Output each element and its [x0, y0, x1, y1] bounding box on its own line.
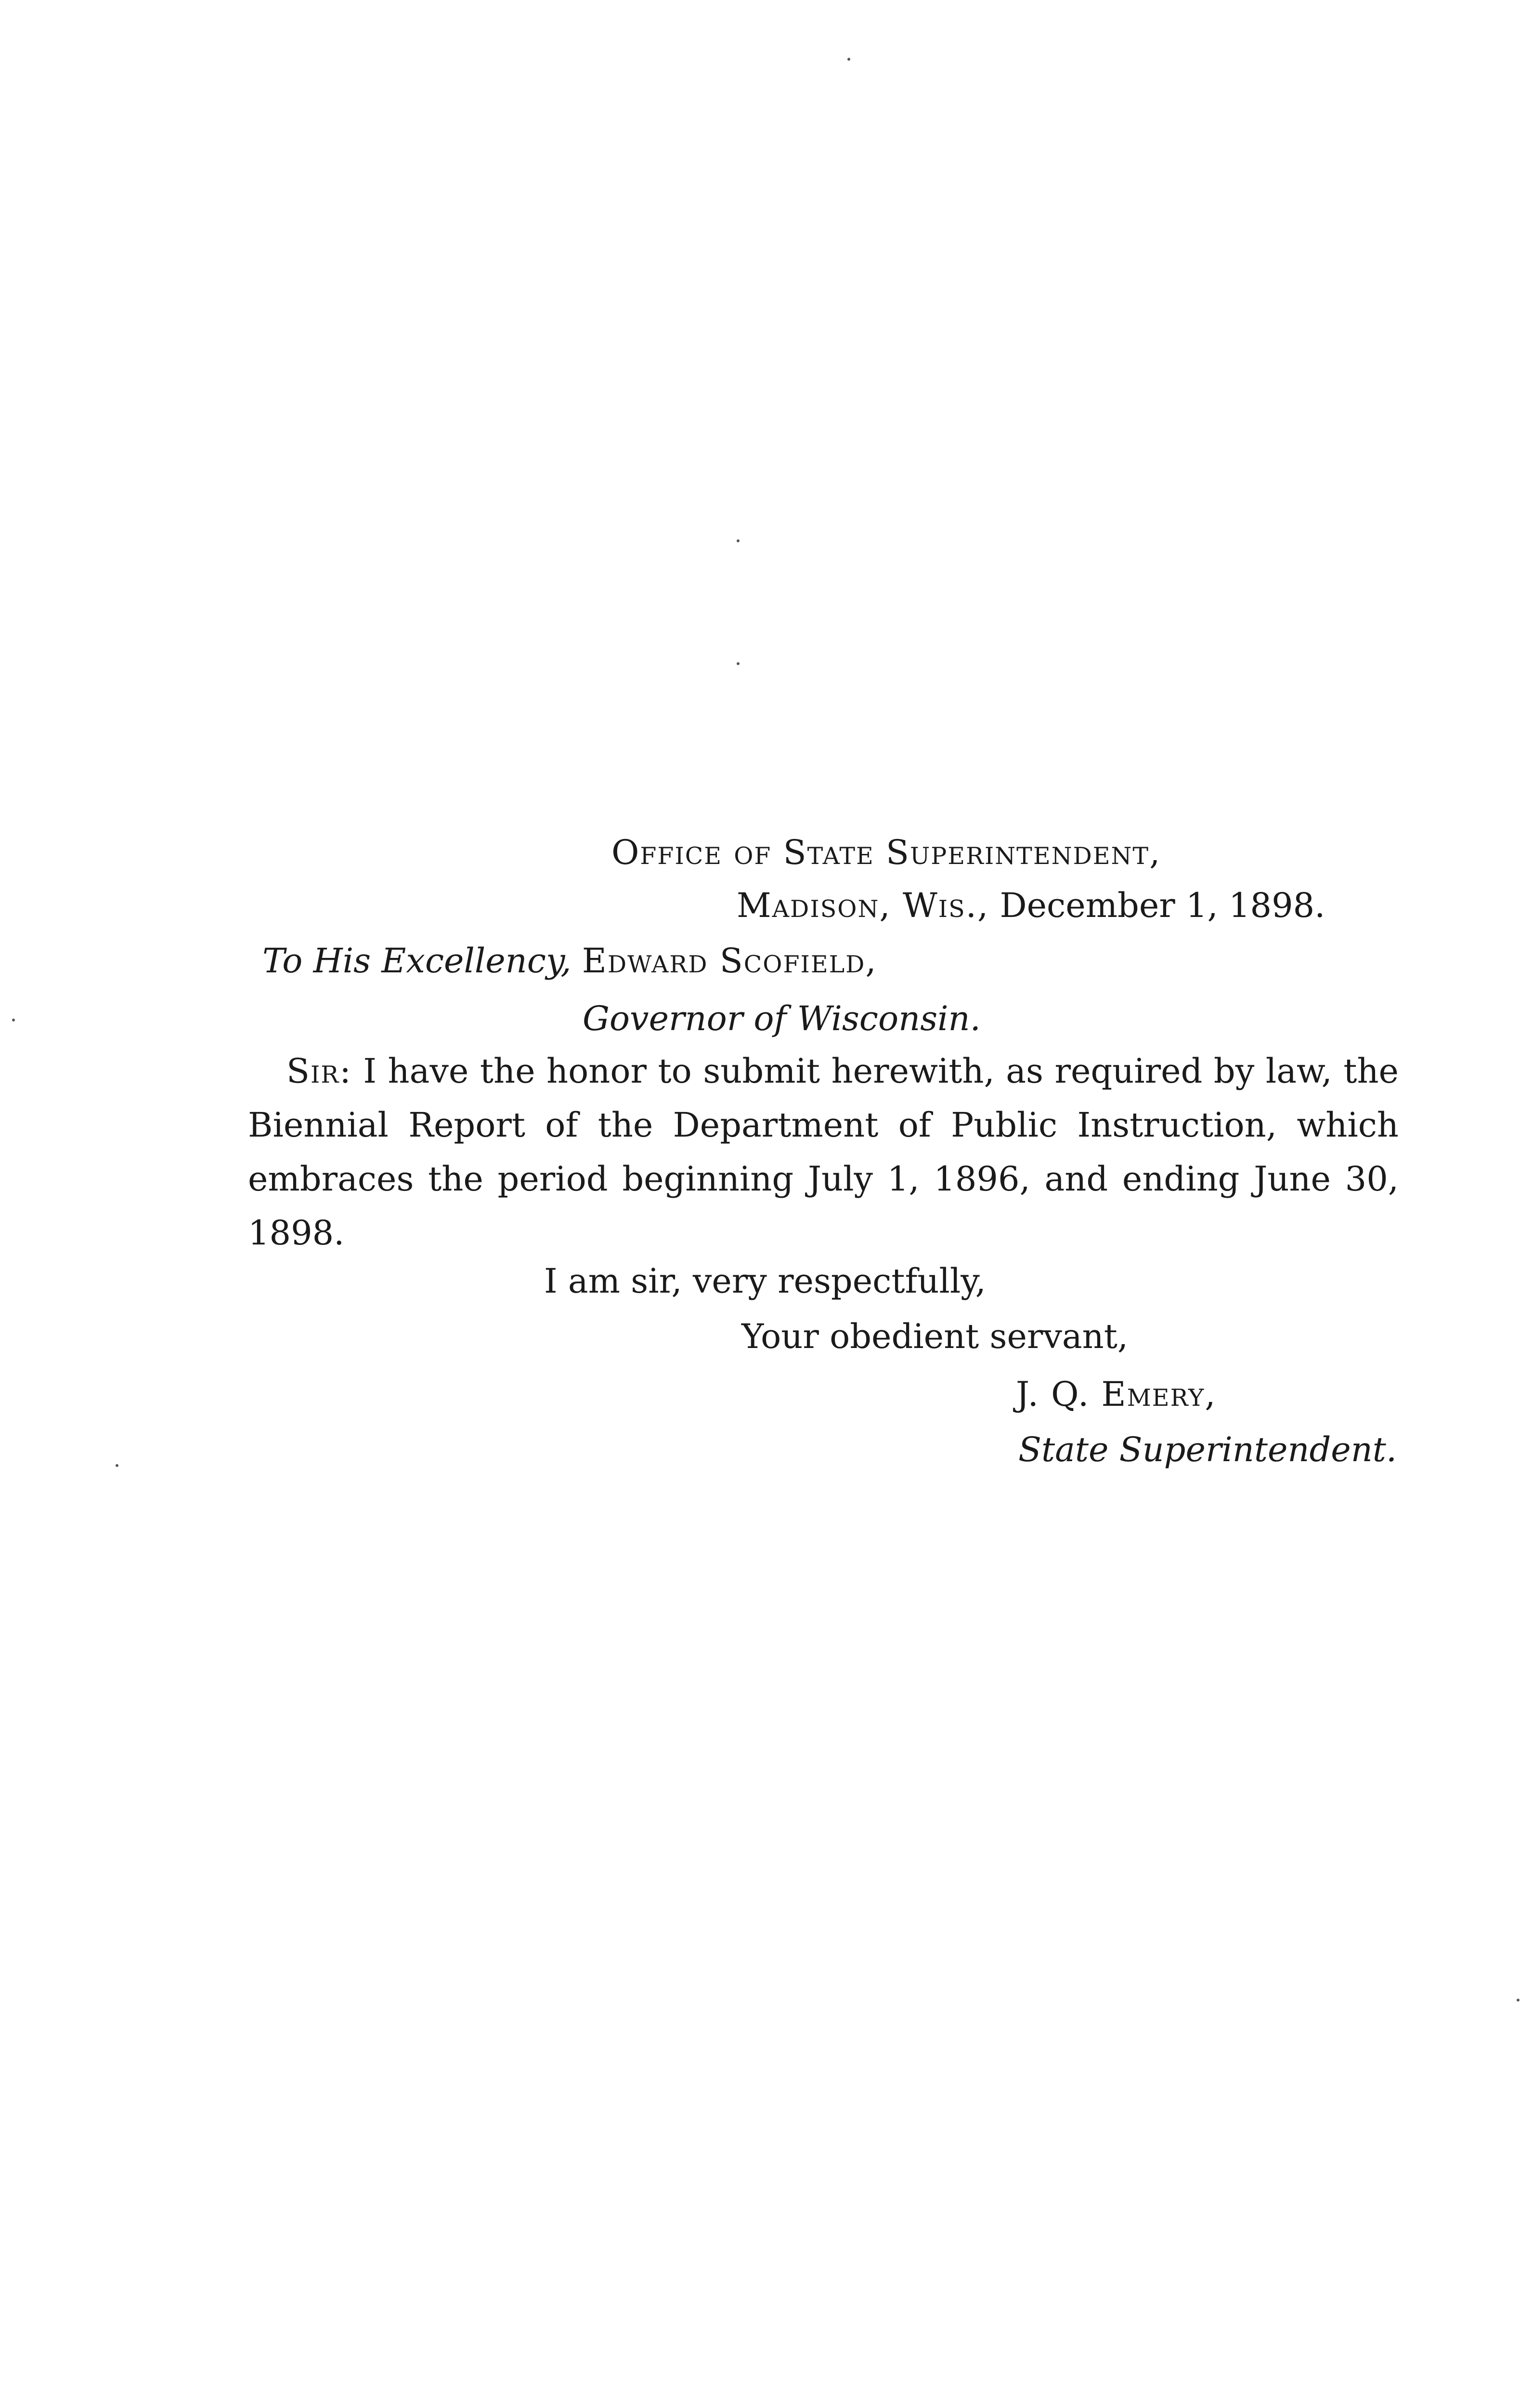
body-text: I have the honor to submit herewith, as required by law, the Biennial Report of the Department of Public Instruction, which embraces the period beginning July 1, 1896, and ending June 30, 1898.: [248, 1051, 1399, 1253]
closing-line-1: I am sir, very respectfully,: [544, 1261, 986, 1301]
body-lead: Sir:: [286, 1051, 352, 1091]
letter-date: December 1, 1898.: [1000, 886, 1325, 925]
office-heading: Office of State Superintendent,: [611, 833, 1161, 872]
letter-body: [248, 1044, 1399, 1260]
signature-name: J. Q. Emery,: [1016, 1374, 1217, 1414]
salutation-prefix: To His Excellency,: [262, 941, 572, 981]
salutation-line: [262, 941, 877, 981]
scan-speck: [847, 58, 850, 61]
scan-speck: [737, 662, 740, 665]
place-date-line: [737, 886, 1325, 925]
scan-speck: [1517, 1999, 1520, 2002]
addressee-name: Edward Scofield,: [582, 941, 877, 981]
scan-speck: [12, 1019, 15, 1021]
place: Madison, Wis.,: [737, 886, 989, 925]
signature-title: State Superintendent.: [1018, 1430, 1397, 1469]
addressee-title: Governor of Wisconsin.: [583, 999, 981, 1038]
scan-speck: [116, 1464, 118, 1467]
closing-line-2: Your obedient servant,: [741, 1317, 1129, 1356]
scan-speck: [737, 539, 740, 542]
